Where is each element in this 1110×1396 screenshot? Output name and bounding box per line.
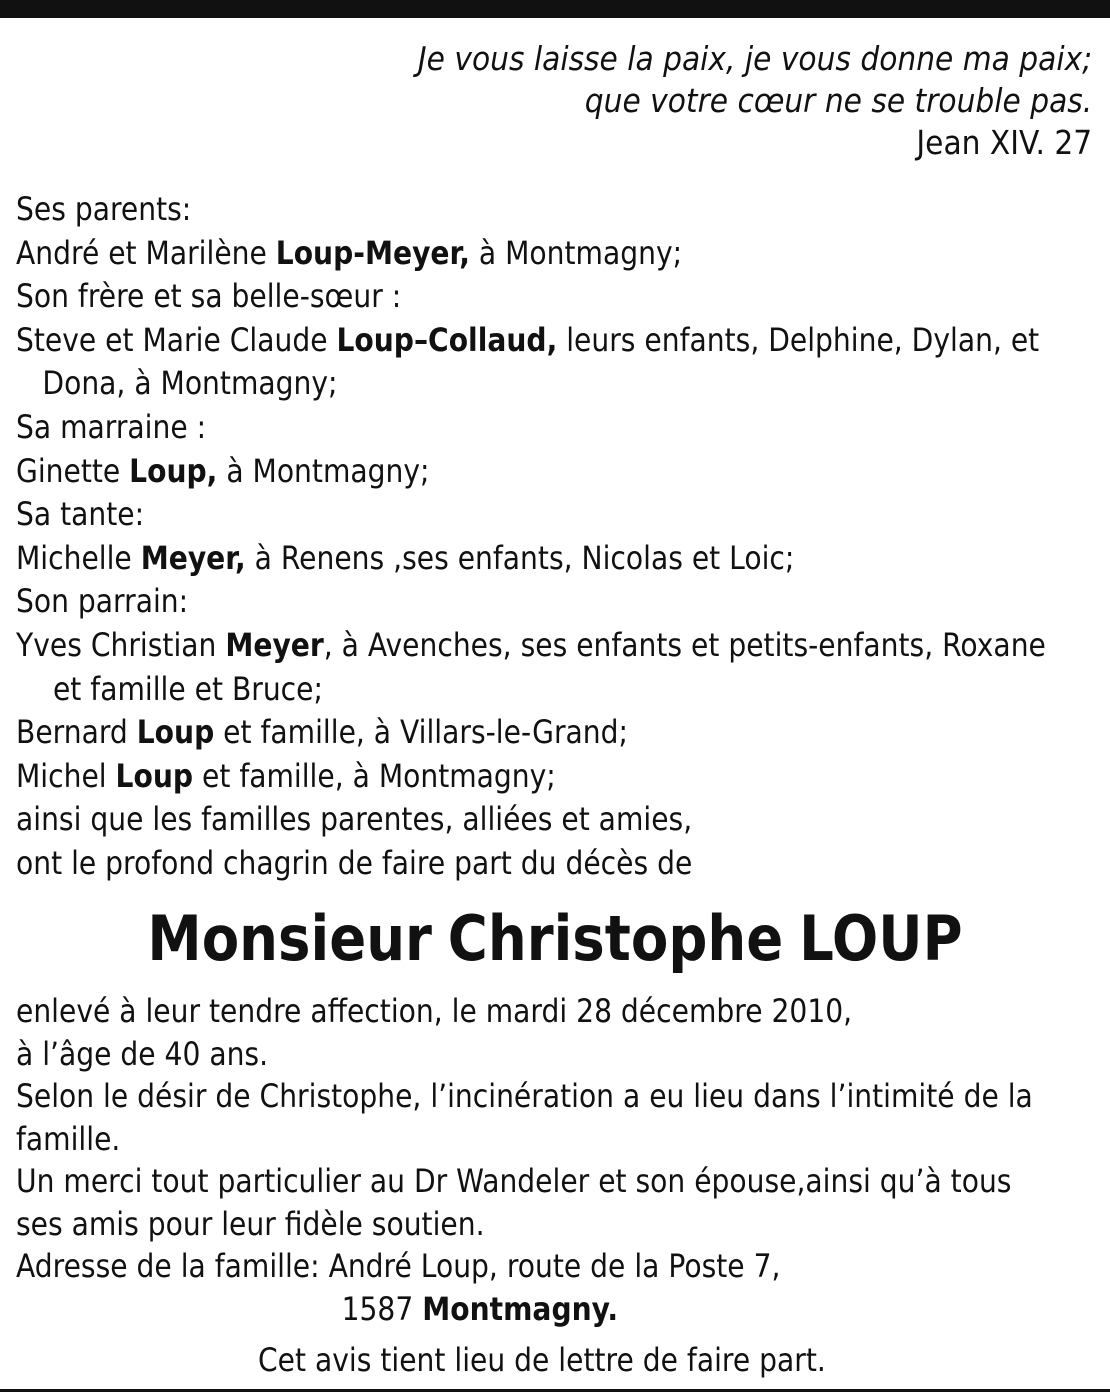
michel-name: Michel: [16, 756, 107, 795]
brother-line: [16, 319, 1081, 363]
godfather-rest: , à Avenches, ses enfants et petits-enfants, Roxane: [323, 625, 1046, 664]
godfather-line: [16, 624, 1081, 668]
aunt-heading: Sa tante:: [16, 495, 145, 534]
parents-surname: Loup-Meyer,: [275, 233, 470, 272]
godfather-surname: Meyer: [225, 625, 324, 664]
family-address-town-line: [16, 1288, 1081, 1331]
closing-note: Cet avis tient lieu de lettre de faire part.: [258, 1341, 826, 1379]
families-line: ainsi que les familles parentes, alliées et amies,: [16, 800, 693, 839]
parents-heading: Ses parents:: [16, 190, 192, 228]
address-postcode: 1587: [341, 1289, 414, 1328]
godfather-heading: Son parrain:: [16, 582, 189, 621]
bible-quote: [418, 38, 1092, 164]
family-list: [16, 188, 1081, 886]
bernard-name: Bernard: [16, 713, 128, 752]
brother-rest: leurs enfants, Delphine, Dylan, et: [566, 320, 1040, 359]
quote-line-1: Je vous laisse la paix, je vous donne ma paix;: [417, 39, 1092, 78]
michel-surname: Loup: [115, 756, 194, 795]
details-line-2: à l’âge de 40 ans.: [16, 1034, 269, 1073]
parents-names: André et Marilène: [16, 233, 267, 272]
bernard-surname: Loup: [136, 713, 215, 752]
announcement-line: ont le profond chagrin de faire part du décès de: [16, 843, 693, 882]
quote-reference: Jean XIV. 27: [916, 123, 1092, 162]
michel-line: [16, 755, 1081, 799]
aunt-line: [16, 537, 1081, 581]
godfather-line-continued: et famille et Bruce;: [52, 669, 323, 708]
deceased-last-name: LOUP: [799, 902, 963, 975]
aunt-name: Michelle: [16, 538, 132, 577]
quote-line-2: que votre cœur ne se trouble pas.: [584, 81, 1092, 120]
brother-heading: Son frère et sa belle-sœur :: [16, 277, 402, 316]
bernard-line: [16, 711, 1081, 755]
details-line-3: Selon le désir de Christophe, l’incinération a eu lieu dans l’intimité de la: [16, 1077, 1033, 1115]
details-line-6: ses amis pour leur fidèle soutien.: [16, 1204, 485, 1243]
top-border-rule: [0, 0, 1110, 18]
details-line-1: enlevé à leur tendre affection, le mardi 28 décembre 2010,: [16, 992, 853, 1030]
brother-names: Steve et Marie Claude: [16, 320, 328, 359]
godmother-name: Ginette: [16, 451, 121, 490]
michel-rest: et famille, à Montmagny;: [201, 756, 556, 795]
godmother-line: [16, 450, 1081, 494]
deceased-name-headline: [67, 902, 1044, 976]
brother-line-continued: Dona, à Montmagny;: [42, 364, 338, 403]
details-line-4: famille.: [16, 1119, 121, 1158]
deceased-title: Monsieur: [147, 902, 432, 975]
address-town: Montmagny.: [422, 1289, 619, 1328]
parents-line: [16, 232, 1081, 276]
godmother-heading: Sa marraine :: [16, 407, 207, 446]
aunt-surname: Meyer,: [140, 538, 246, 577]
bottom-border-rule: [0, 1389, 1110, 1392]
details-line-5: Un merci tout particulier au Dr Wandeler et son épouse,ainsi qu’à tous: [16, 1162, 1012, 1200]
godmother-surname: Loup,: [129, 451, 218, 490]
notice-details: [16, 990, 1081, 1382]
aunt-rest: à Renens ,ses enfants, Nicolas et Loic;: [254, 538, 795, 577]
godfather-name: Yves Christian: [16, 625, 217, 664]
bernard-rest: et famille, à Villars-le-Grand;: [223, 713, 628, 752]
deceased-first-name: Christophe: [447, 902, 784, 975]
godmother-place: à Montmagny;: [226, 451, 430, 490]
parents-place: à Montmagny;: [478, 233, 683, 272]
brother-surname: Loup–Collaud,: [336, 320, 558, 359]
family-address-line: Adresse de la famille: André Loup, route de la Poste 7,: [16, 1247, 781, 1285]
